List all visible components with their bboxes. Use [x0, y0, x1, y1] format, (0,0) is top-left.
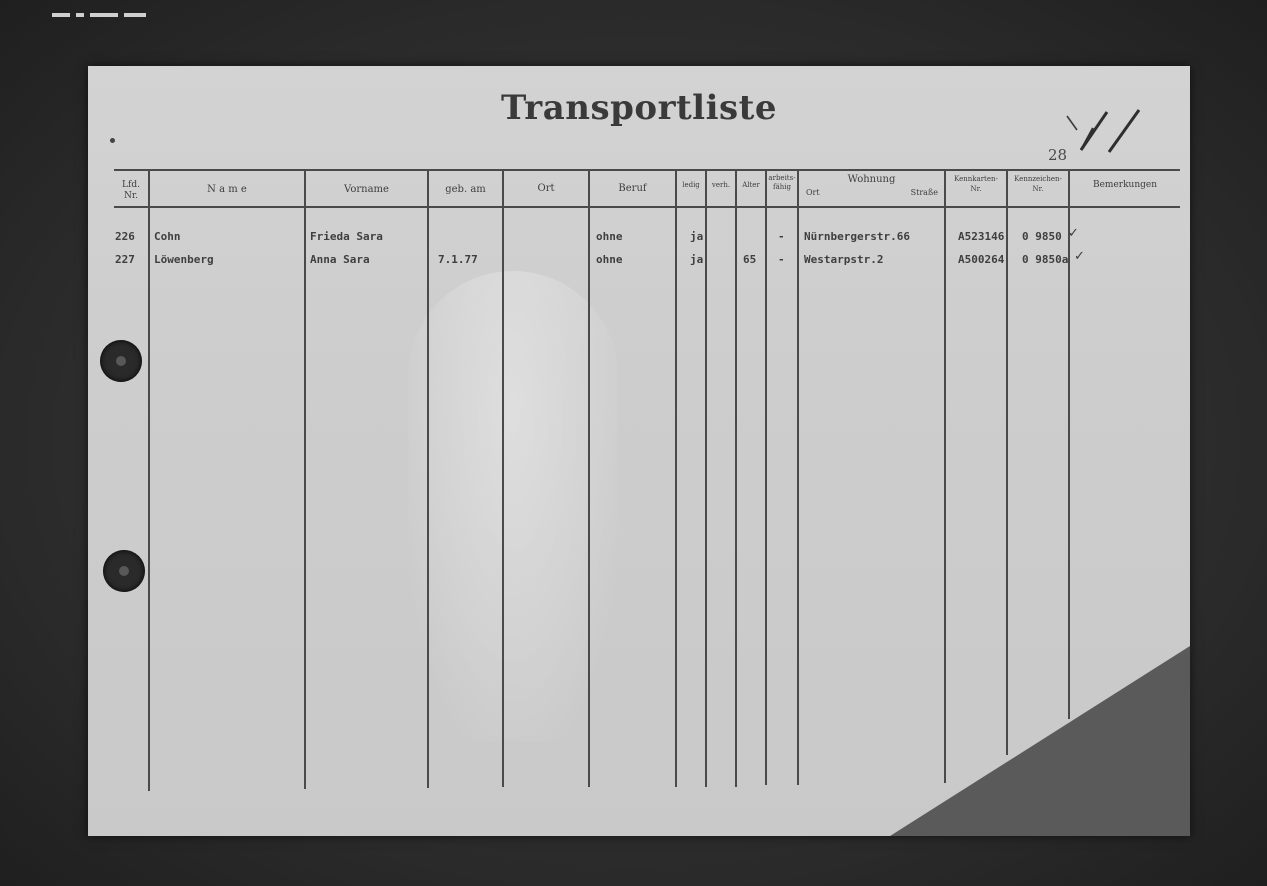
row-wohnung: Nürnbergerstr.66 — [804, 230, 910, 243]
row-beruf: ohne — [596, 253, 623, 266]
pin-hole — [110, 138, 115, 143]
row-geb-am: 7.1.77 — [438, 253, 478, 266]
header-wohnung-ort: Ort — [806, 188, 820, 197]
header-kennkarten-nr: Kennkarten- Nr. — [954, 175, 998, 193]
film-edge-mark — [76, 13, 84, 17]
column-rule — [675, 171, 677, 787]
header-ort: Ort — [537, 183, 555, 194]
row-arbeitsfaehig: - — [778, 253, 785, 266]
row-name: Löwenberg — [154, 253, 214, 266]
check-mark: ✓ — [1074, 249, 1085, 264]
header-ledig: ledig — [682, 181, 700, 189]
table-top-rule — [114, 169, 1180, 171]
header-lfd-nr: Lfd. Nr. — [122, 180, 140, 201]
row-vorname: Anna Sara — [310, 253, 370, 266]
column-rule — [148, 171, 150, 791]
header-bemerkungen: Bemerkungen — [1092, 180, 1158, 190]
row-arbeitsfaehig: - — [778, 230, 785, 243]
header-name: N a m e — [207, 184, 247, 195]
header-geb-am: geb. am — [445, 184, 486, 195]
folded-corner — [890, 646, 1190, 836]
column-rule — [705, 171, 707, 787]
row-ledig: ja — [690, 230, 704, 243]
row-kennzeichen-nr: 0 9850a — [1022, 253, 1069, 266]
header-arbeitsfaehig: arbeits- fähig — [768, 174, 796, 191]
column-rule — [304, 171, 306, 789]
binder-hole — [100, 340, 142, 382]
header-wohnung-strasse: Straße — [910, 188, 938, 197]
row-lfd-nr: 227 — [115, 253, 135, 266]
column-rule — [797, 171, 799, 785]
row-kennkarten-nr: A500264 — [958, 253, 1005, 266]
check-mark: ✓ — [1068, 226, 1079, 241]
header-vorname: Vorname — [344, 184, 389, 195]
header-verh: verh. — [711, 181, 731, 189]
column-rule — [944, 171, 946, 783]
header-bottom-rule — [114, 206, 1180, 208]
header-wohnung: Wohnung — [847, 174, 896, 185]
film-edge-mark — [90, 13, 118, 17]
header-alter: Alter — [742, 181, 760, 189]
document-title: Transportliste — [500, 88, 777, 128]
header-beruf: Beruf — [618, 183, 647, 194]
column-rule — [765, 171, 767, 785]
column-rule — [588, 171, 590, 787]
row-name: Cohn — [154, 230, 181, 243]
row-lfd-nr: 226 — [115, 230, 135, 243]
row-wohnung: Westarpstr.2 — [804, 253, 884, 266]
column-rule — [502, 171, 504, 787]
film-edge-mark — [124, 13, 146, 17]
sheet-number: 28 — [1048, 146, 1068, 164]
document-sheet — [88, 66, 1190, 836]
header-kennzeichen-nr: Kennzeichen- Nr. — [1014, 175, 1062, 193]
handwritten-mark — [1063, 108, 1153, 158]
column-rule — [1006, 171, 1008, 755]
row-kennzeichen-nr: 0 9850 — [1022, 230, 1062, 243]
column-rule — [427, 171, 429, 788]
column-rule — [735, 171, 737, 787]
film-edge-mark — [52, 13, 70, 17]
row-ledig: ja — [690, 253, 704, 266]
row-vorname: Frieda Sara — [310, 230, 383, 243]
row-alter: 65 — [743, 253, 757, 266]
row-beruf: ohne — [596, 230, 623, 243]
row-kennkarten-nr: A523146 — [958, 230, 1005, 243]
light-glare — [408, 271, 618, 741]
binder-hole — [103, 550, 145, 592]
